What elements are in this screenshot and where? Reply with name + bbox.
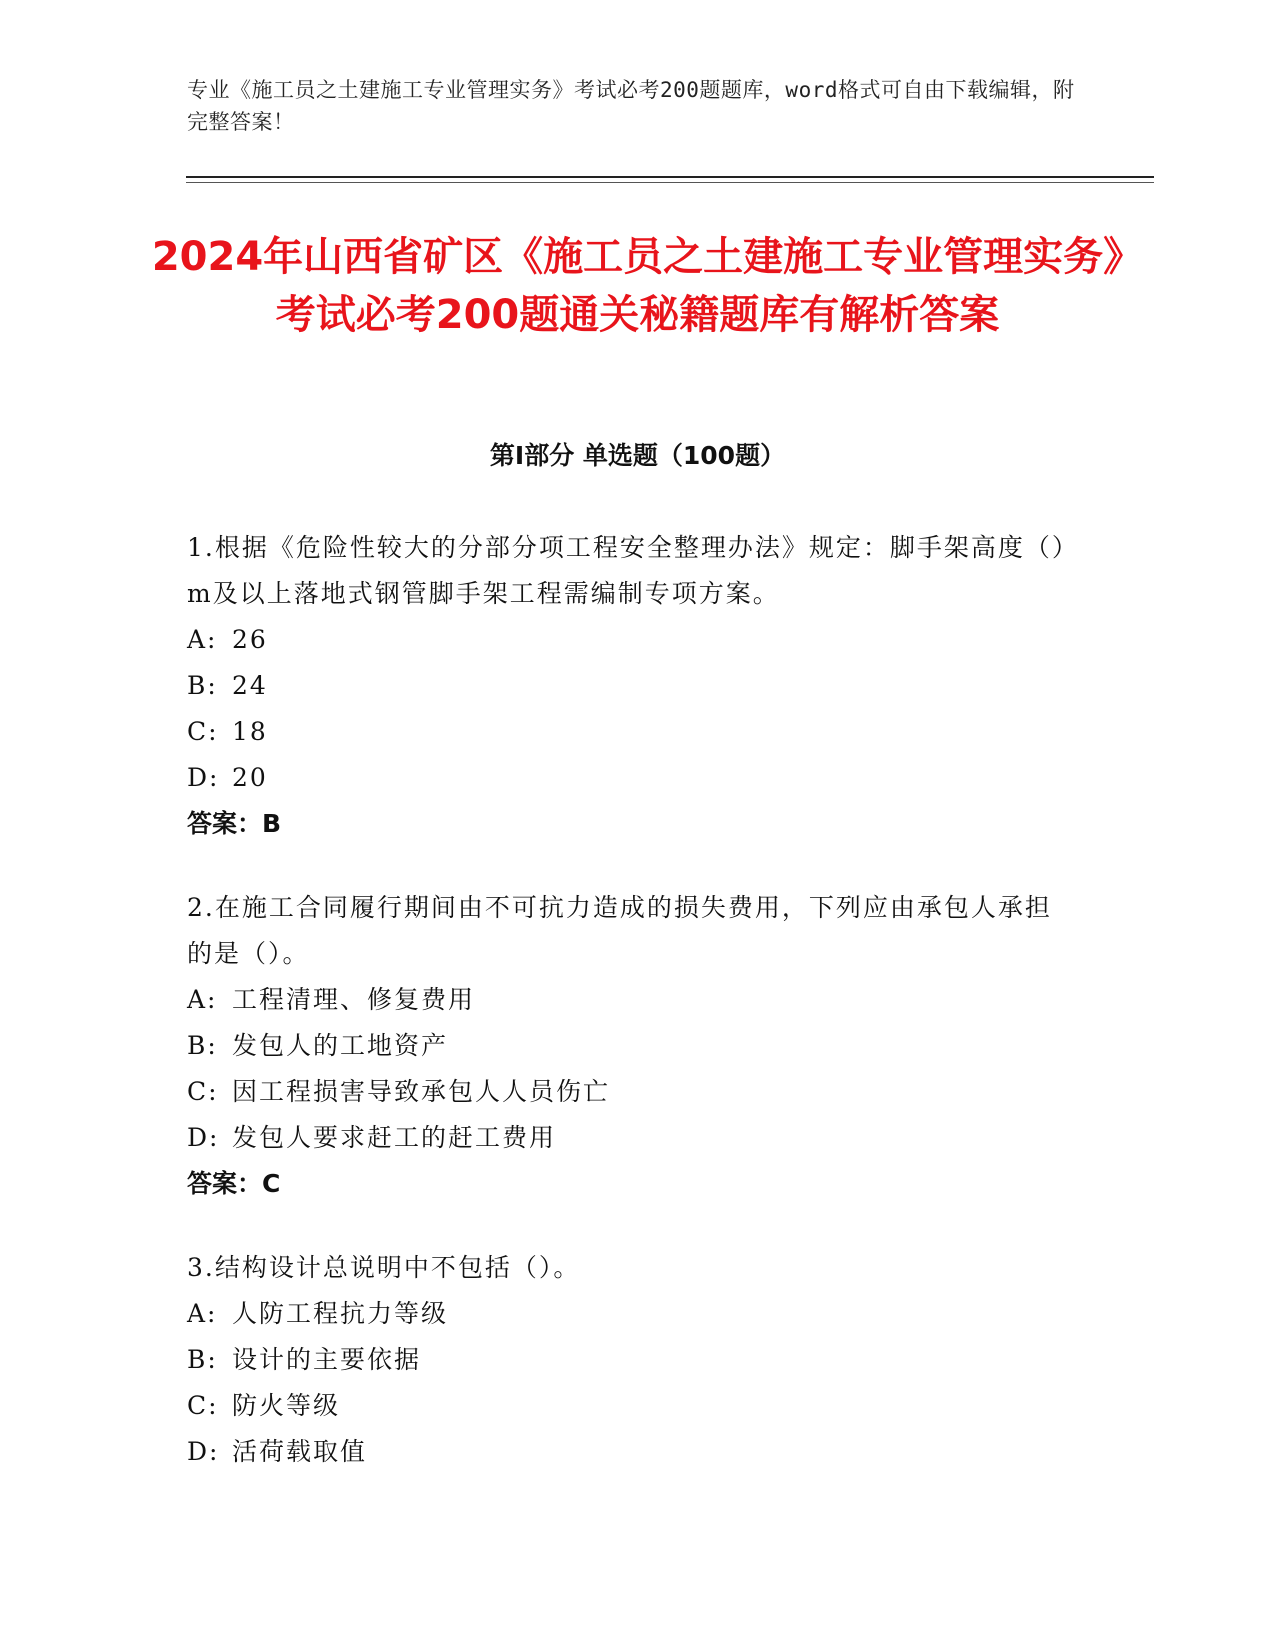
option-text: 26 — [232, 625, 268, 654]
header-note: 专业《施工员之土建施工专业管理实务》考试必考200题题库，word格式可自由下载编辑，附完整答案！ — [187, 78, 1075, 134]
option-key: C: — [187, 1391, 219, 1420]
option-a — [187, 977, 1067, 1023]
answer-value: B — [262, 809, 282, 838]
option-key: A: — [187, 1299, 218, 1328]
answer-line — [187, 801, 1067, 847]
question-1 — [187, 525, 1067, 847]
option-text: 20 — [232, 763, 268, 792]
option-key: C: — [187, 717, 219, 746]
option-a — [187, 617, 1067, 663]
answer-line — [187, 1161, 1067, 1207]
option-c — [187, 709, 1067, 755]
option-c — [187, 1069, 1067, 1115]
option-text: 发包人的工地资产 — [232, 1031, 449, 1060]
question-2 — [187, 885, 1067, 1207]
option-b — [187, 1337, 1067, 1383]
option-text: 设计的主要依据 — [232, 1345, 422, 1374]
option-key: A: — [187, 625, 218, 654]
option-d — [187, 1115, 1067, 1161]
header-divider-thin — [186, 182, 1154, 183]
answer-value: C — [262, 1169, 281, 1198]
question-3 — [187, 1245, 1067, 1475]
option-c — [187, 1383, 1067, 1429]
option-text: 24 — [232, 671, 268, 700]
option-text: 活荷载取值 — [232, 1437, 368, 1466]
option-d — [187, 755, 1067, 801]
option-key: D: — [187, 763, 220, 792]
question-list — [187, 525, 1067, 1513]
option-text: 发包人要求赶工的赶工费用 — [232, 1123, 557, 1152]
option-b — [187, 1023, 1067, 1069]
option-key: D: — [187, 1437, 220, 1466]
option-text: 防火等级 — [232, 1391, 341, 1420]
option-text: 工程清理、修复费用 — [232, 985, 476, 1014]
option-key: D: — [187, 1123, 220, 1152]
option-key: A: — [187, 985, 218, 1014]
question-stem: 2.在施工合同履行期间由不可抗力造成的损失费用，下列应由承包人承担的是（）。 — [187, 893, 1052, 968]
header-divider-thick — [186, 176, 1154, 178]
option-key: C: — [187, 1077, 219, 1106]
question-stem: 3.结构设计总说明中不包括（）。 — [187, 1253, 581, 1282]
document-title: 2024年山西省矿区《施工员之土建施工专业管理实务》考试必考200题通关秘籍题库有解析答案 — [151, 234, 1124, 338]
option-text: 因工程损害导致承包人人员伤亡 — [232, 1077, 611, 1106]
section-title: 第I部分 单选题（100题） — [489, 441, 786, 470]
option-text: 人防工程抗力等级 — [232, 1299, 449, 1328]
option-key: B: — [187, 671, 218, 700]
option-key: B: — [187, 1031, 218, 1060]
option-text: 18 — [232, 717, 268, 746]
option-a — [187, 1291, 1067, 1337]
option-b — [187, 663, 1067, 709]
question-stem: 1.根据《危险性较大的分部分项工程安全整理办法》规定：脚手架高度（）m及以上落地式钢管脚手架工程需编制专项方案。 — [187, 533, 1067, 608]
answer-label: 答案： — [187, 1169, 263, 1198]
option-d — [187, 1429, 1067, 1475]
answer-label: 答案： — [187, 809, 263, 838]
option-key: B: — [187, 1345, 218, 1374]
